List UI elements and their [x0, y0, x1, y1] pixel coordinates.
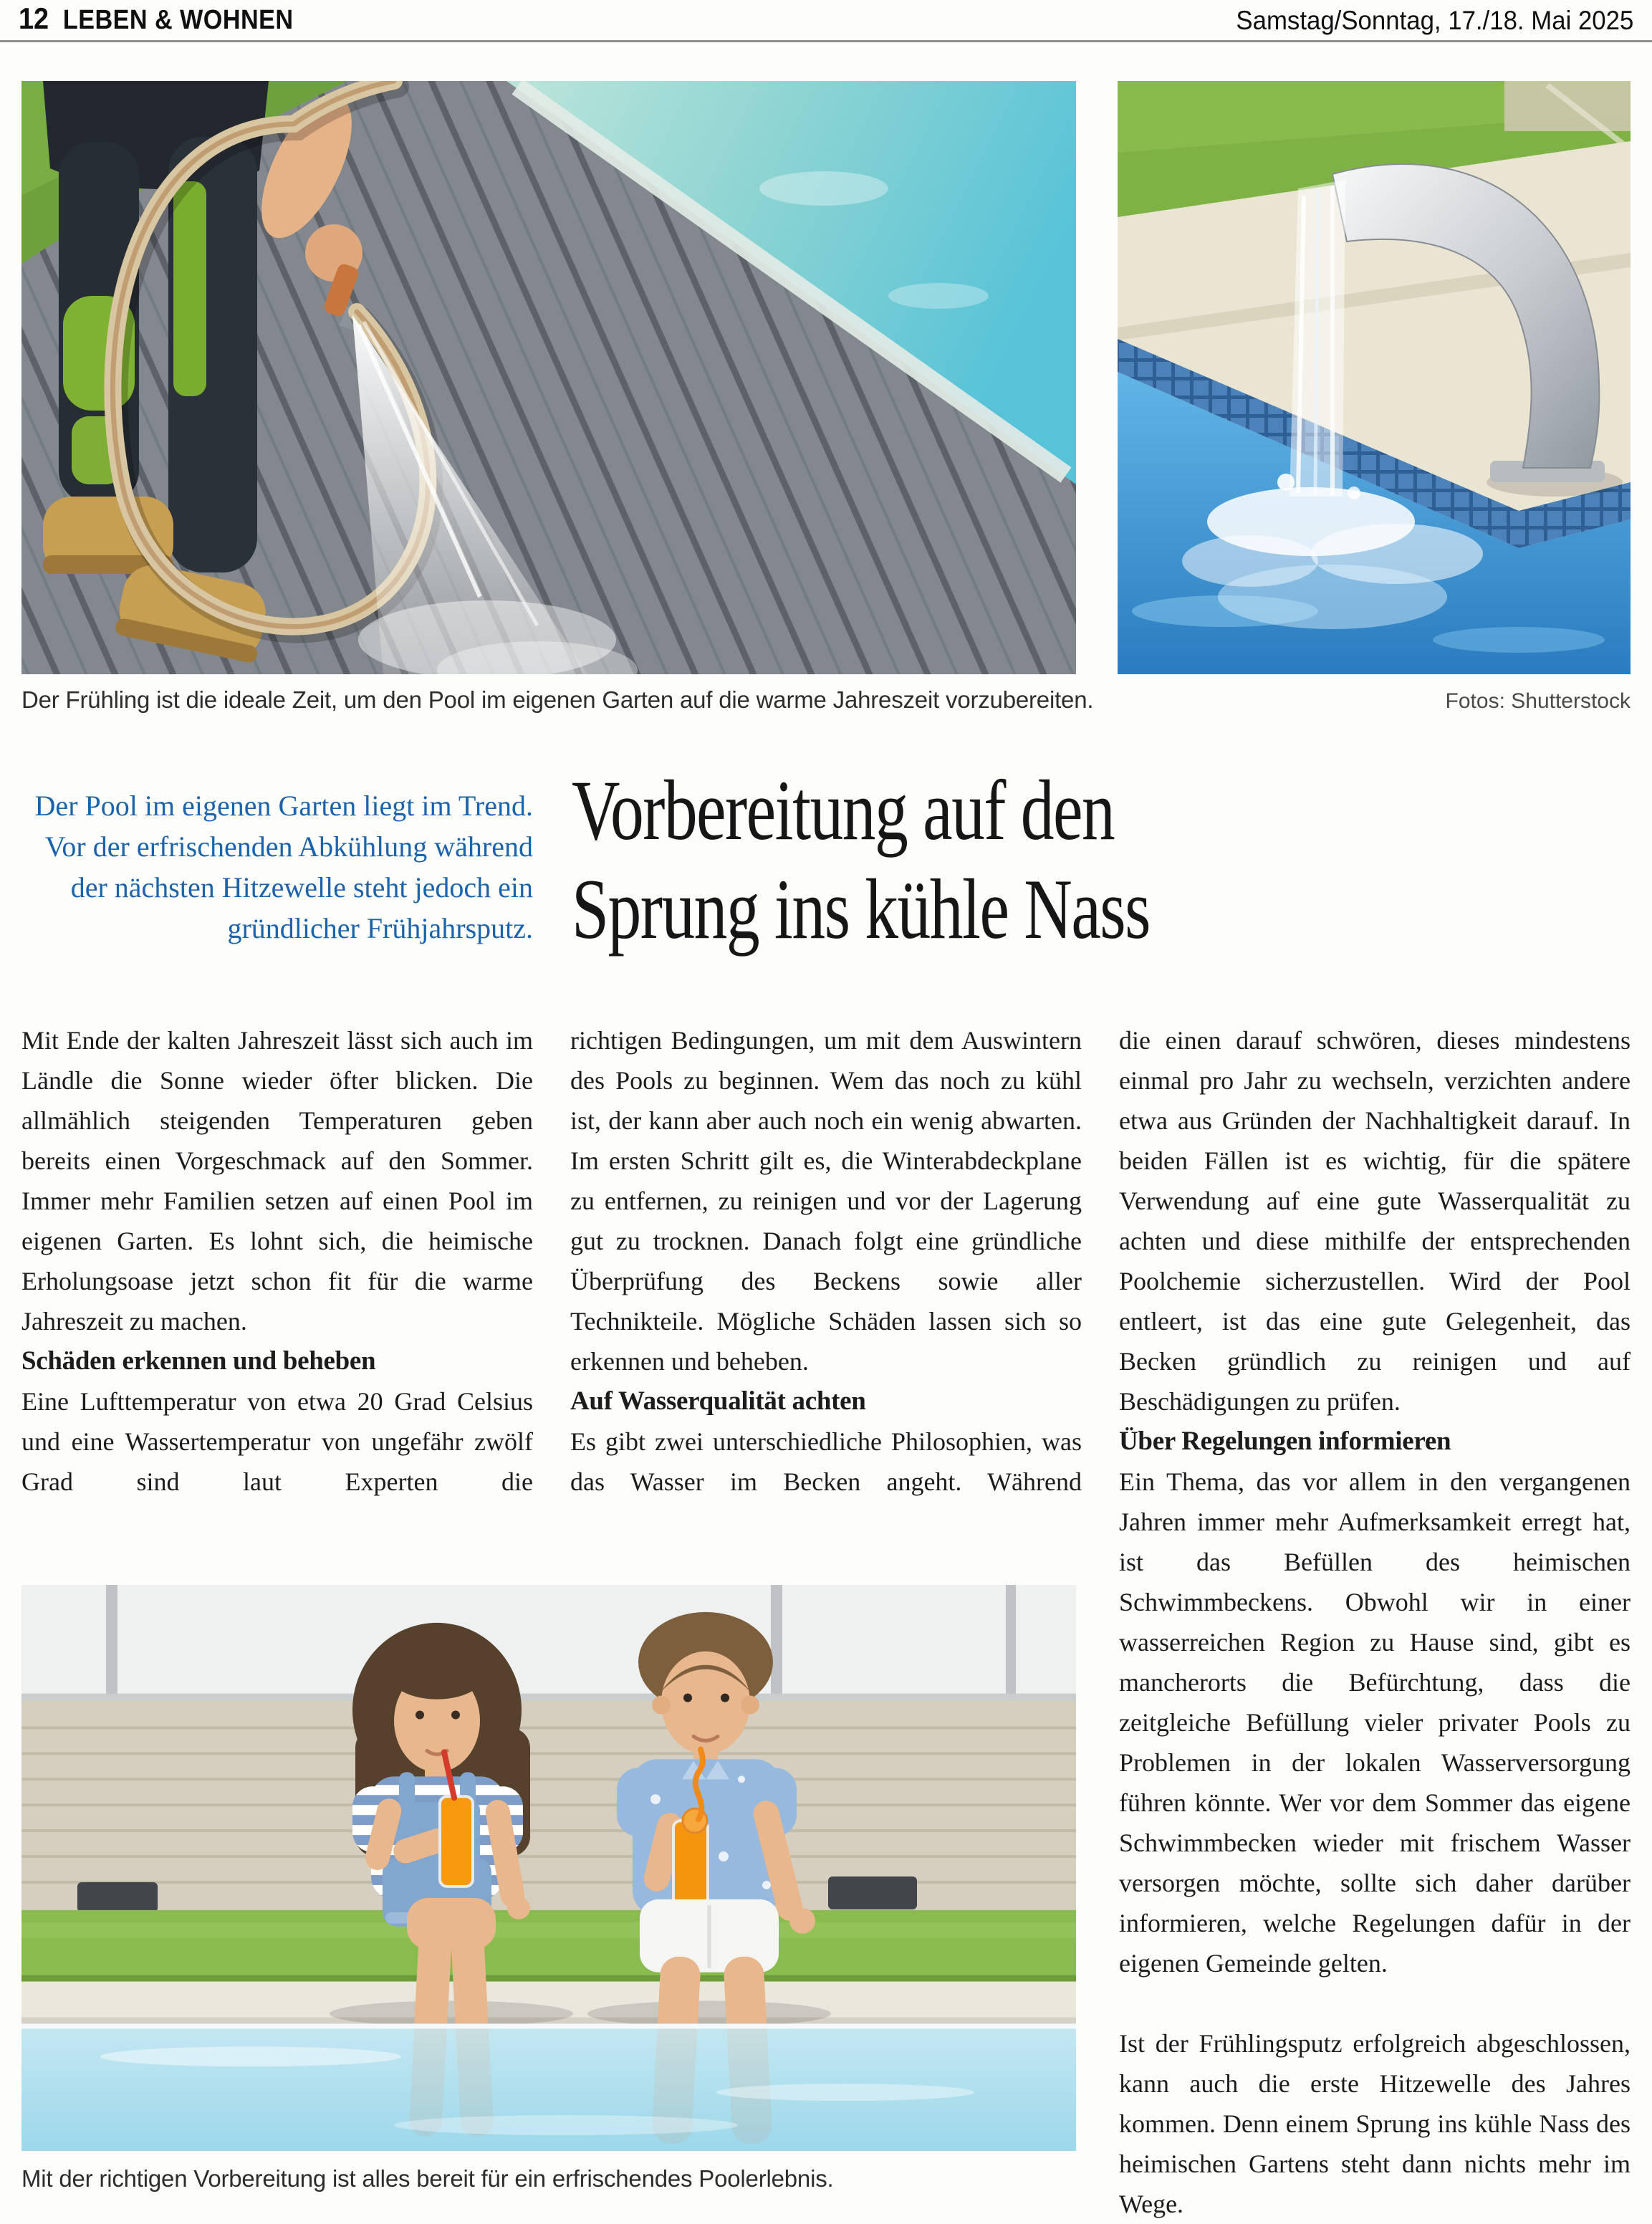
standfirst: Der Pool im eigenen Garten liegt im Trend. Vor der erfrischenden Abkühlung während der nächsten Hitzewelle steht jedoch ein gründlicher Frühjahrsputz.: [34, 790, 533, 944]
pool-fountain-illustration: [1118, 81, 1631, 674]
photo-children-poolside: [21, 1585, 1076, 2151]
col1-paragraph-1: Mit Ende der kalten Jahreszeit lässt sich auch im Ländle die Sonne wieder öfter blicken. Die allmählich steigenden Temperaturen geben bereits einen Vorgeschmack auf den Sommer. Immer mehr Familien setzen auf einen Pool im eigenen Garten. Es lohnt sich, die heimische Erholungsoase jetzt schon fit für die warme Jahreszeit zu machen.: [21, 1026, 533, 1336]
frosted-glass-panels: [21, 1585, 1076, 1701]
headline: [572, 761, 1577, 959]
page-date: Samstag/Sonntag, 17./18. Mai 2025: [1236, 6, 1633, 35]
falling-water: [1290, 180, 1345, 497]
body-column-2: [570, 1020, 1082, 1579]
wall-light-left: [77, 1882, 158, 1912]
photo-deck-cleaning: [21, 81, 1076, 674]
body-column-1: [21, 1020, 533, 1579]
body-column-3: [1119, 1020, 1631, 2221]
col2-paragraph-1: richtigen Bedingungen, um mit dem Auswintern des Pools zu beginnen. Wem das noch zu kühl ist, der kann aber auch noch ein wenig abwarten. Im ersten Schritt gilt es, die Winterabdeckplane zu entfernen, zu reinigen und vor der Lagerung gut zu trocknen. Danach folgt eine gründliche Überprüfung des Beckens sowie aller Technikteile. Mögliche Schäden lassen sich so erkennen und beheben.: [570, 1026, 1082, 1376]
bottom-photo-caption: Mit der richtigen Vorbereitung ist alles bereit für ein erfrischendes Poolerlebnis.: [21, 2165, 834, 2192]
deck-cleaning-illustration: [21, 81, 1076, 674]
col1-subhead: Schäden erkennen und beheben: [21, 1346, 376, 1376]
header-rule: [0, 40, 1652, 42]
photo-pool-fountain: [1118, 81, 1631, 674]
page-header-left: [19, 1, 294, 36]
col3-subhead: Über Regelungen informieren: [1119, 1427, 1451, 1456]
section-title: LEBEN & WOHNEN: [62, 5, 294, 35]
wall-light-right: [828, 1876, 917, 1909]
col2-subhead: Auf Wasserqualität achten: [570, 1386, 866, 1416]
col3-paragraph-1: die einen darauf schwören, dieses mindestens einmal pro Jahr zu wechseln, verzichten andere etwa aus Gründen der Nachhaltigkeit darauf. In beiden Fällen ist es wichtig, für die spätere Verwendung auf eine gute Wasserqualität zu achten und diese mithilfe der entsprechenden Poolchemie sicherzustellen. Wird der Pool entleert, ist das eine gute Gelegenheit, das Becken gründlich zu reinigen und auf Beschädigungen zu prüfen.: [1119, 1026, 1631, 1416]
headline-line-2: Sprung ins kühle Nass: [572, 861, 1151, 957]
col2-paragraph-2: Es gibt zwei unterschiedliche Philosophien, was das Wasser im Becken angeht. Während: [570, 1427, 1082, 1496]
plank-wall: [21, 1701, 1076, 1912]
col3-paragraph-2: Ein Thema, das vor allem in den vergangenen Jahren immer mehr Aufmerksamkeit erregt hat, ist das Befüllen des heimischen Schwimmbeckens. Obwohl wir in einer wasserreichen Region zu Hause sind, gibt es mancherorts die Befürchtung, dass die zeitgleiche Befüllung vieler privater Pools zu Problemen in der lokalen Wasserversorgung führen könnte. Wer vor dem Sommer das eigene Schwimmbecken wieder mit frischem Wasser versorgen möchte, sollte sich daher darüber informieren, welche Regelungen dafür in der eigenen Gemeinde gelten.: [1119, 1467, 1631, 1978]
col3-paragraph-3: Ist der Frühlingsputz erfolgreich abgeschlossen, kann auch die erste Hitzewelle des Jahres kommen. Denn einem Sprung ins kühle Nass des heimischen Gartens steht dann nichts mehr im Wege.: [1119, 2029, 1631, 2218]
top-caption-row: [21, 686, 1631, 714]
pool-water-front: [21, 2023, 1076, 2151]
children-poolside-illustration: [21, 1585, 1076, 2151]
photo-credit: Fotos: Shutterstock: [1445, 689, 1631, 713]
top-photo-caption: Der Frühling ist die ideale Zeit, um den Pool im eigenen Garten auf die warme Jahreszeit vorzubereiten.: [21, 686, 1094, 713]
page-number: 12: [19, 1, 49, 35]
lawn-strip: [21, 1910, 1076, 1982]
col1-paragraph-2: Eine Lufttemperatur von etwa 20 Grad Celsius und eine Wassertemperatur von ungefähr zwölf Grad sind laut Experten die: [21, 1387, 533, 1496]
headline-line-1: Vorbereitung auf den: [572, 762, 1115, 858]
